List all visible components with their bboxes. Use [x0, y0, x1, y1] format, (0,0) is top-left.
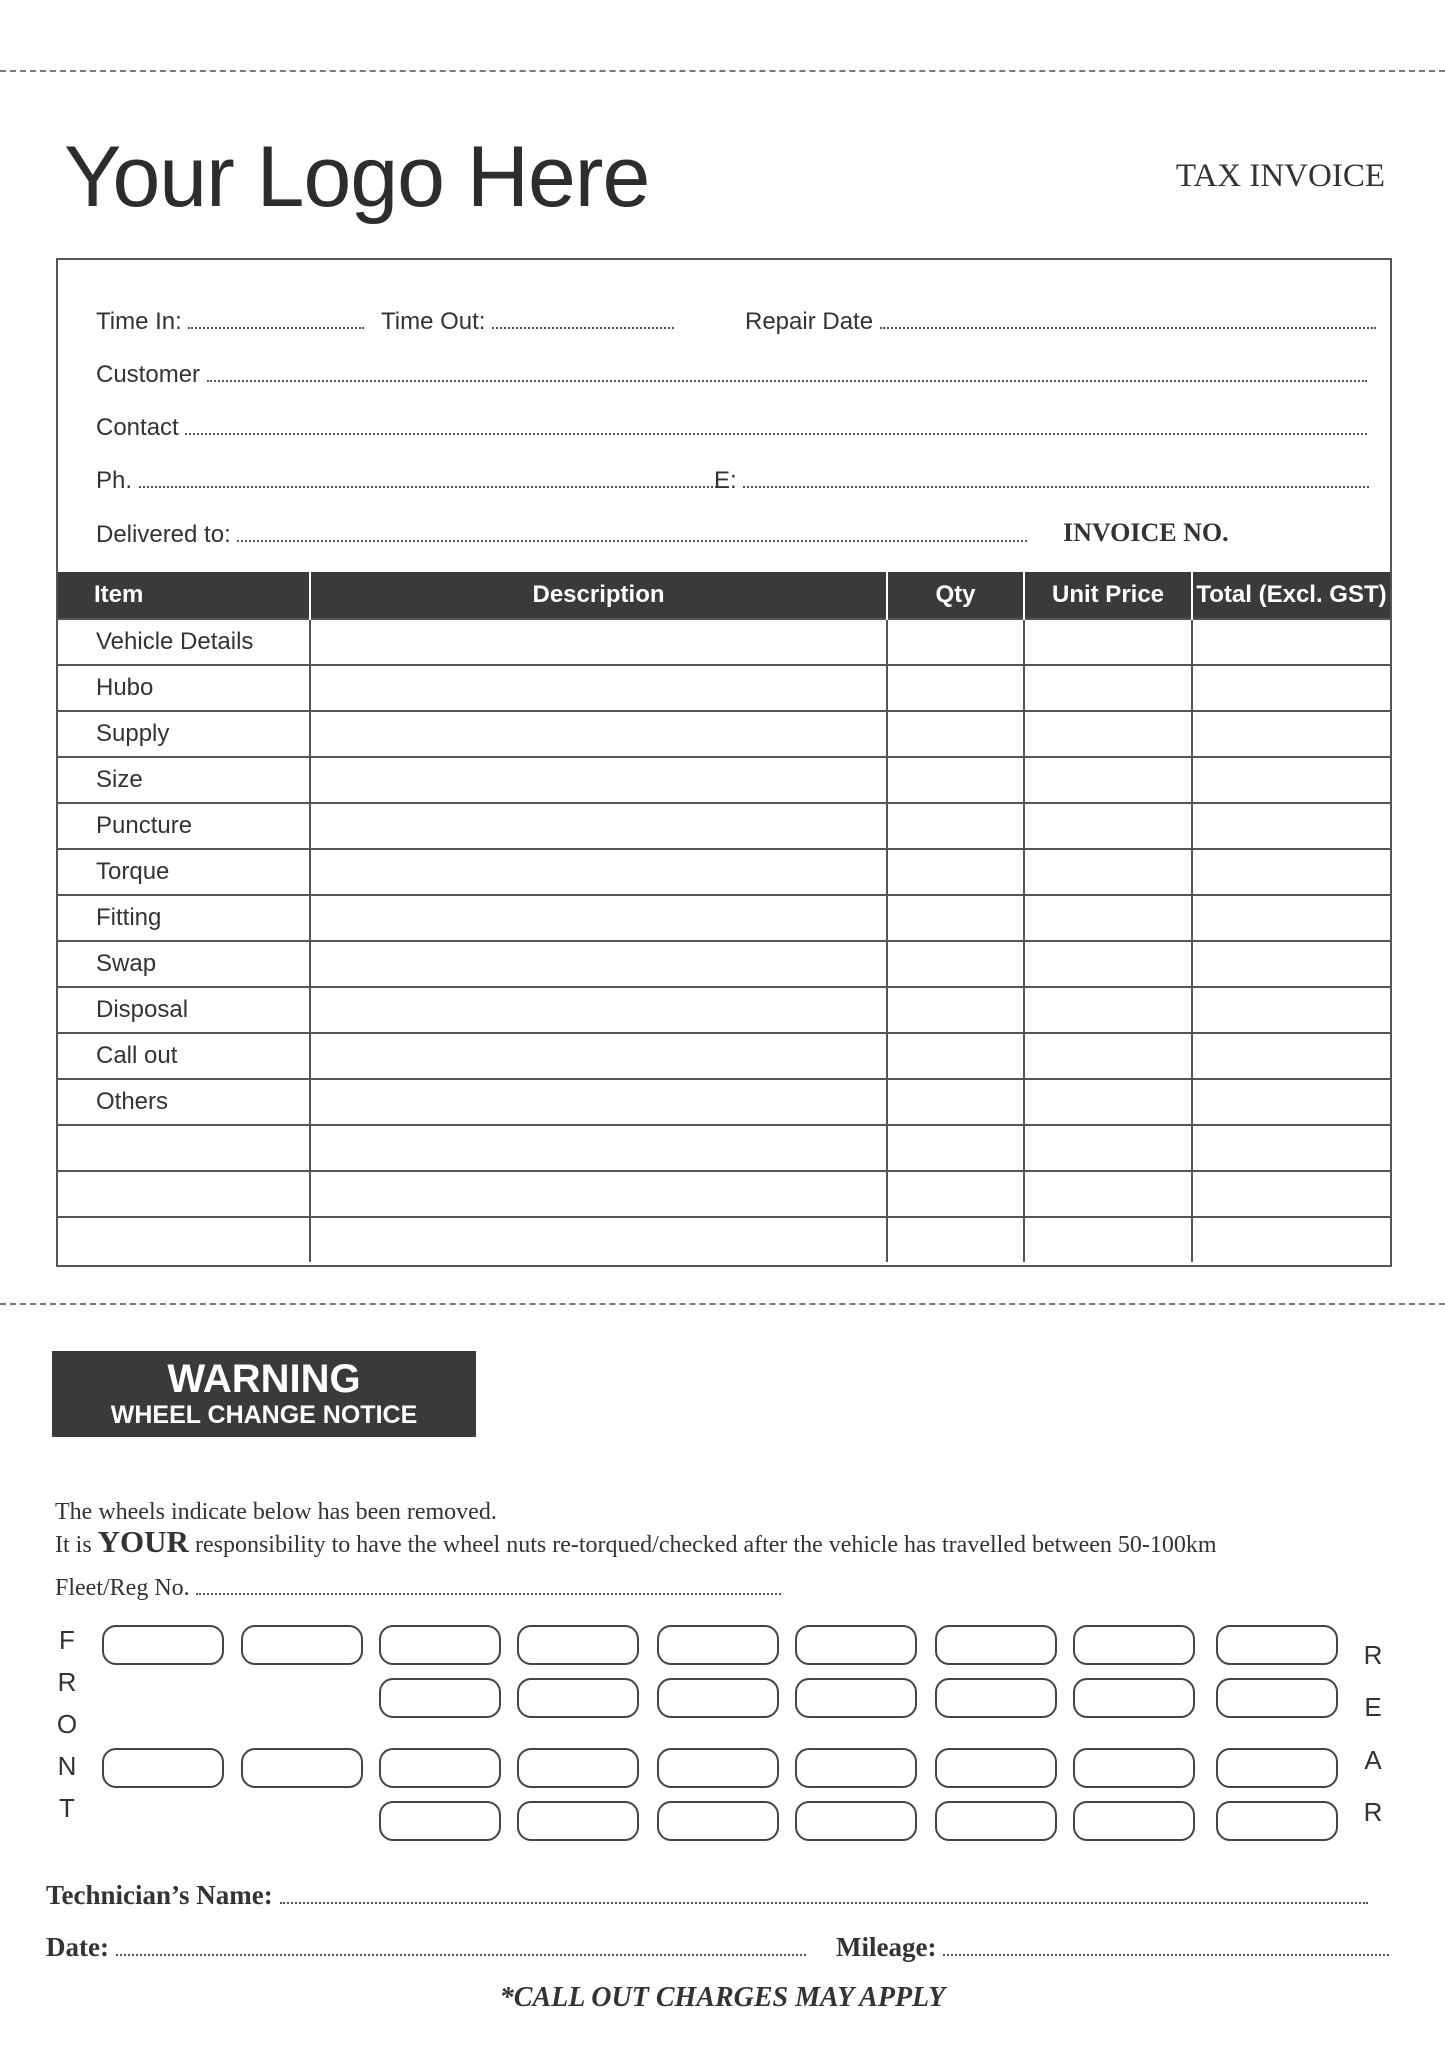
- item-cell[interactable]: [58, 1171, 310, 1217]
- warning-title: WARNING: [167, 1357, 361, 1401]
- qty-cell[interactable]: [887, 1033, 1024, 1079]
- wheel-checkbox[interactable]: [1073, 1625, 1195, 1665]
- front-letter: F: [59, 1625, 75, 1655]
- item-cell: Swap: [58, 941, 310, 987]
- front-letter: R: [57, 1667, 77, 1697]
- unit-price-cell[interactable]: [1024, 895, 1192, 941]
- table-row: [58, 803, 1390, 849]
- unit-price-cell[interactable]: [1024, 1171, 1192, 1217]
- wheel-checkbox[interactable]: [1073, 1678, 1195, 1718]
- column-header-unit-price: Unit Price: [1024, 572, 1192, 619]
- table-row: [58, 1171, 1390, 1217]
- table-row: [58, 619, 1390, 665]
- middle-tear-line: [0, 1303, 1445, 1305]
- warning-banner: [52, 1351, 476, 1437]
- item-cell: Others: [58, 1079, 310, 1125]
- table-row: [58, 665, 1390, 711]
- qty-cell[interactable]: [887, 803, 1024, 849]
- description-cell[interactable]: [310, 665, 887, 711]
- front-letter: O: [56, 1709, 78, 1739]
- item-cell[interactable]: [58, 1217, 310, 1262]
- date-field[interactable]: [46, 1932, 806, 1963]
- item-cell: Supply: [58, 711, 310, 757]
- unit-price-cell[interactable]: [1024, 757, 1192, 803]
- wheel-checkbox[interactable]: [1073, 1801, 1195, 1841]
- table-row: [58, 1079, 1390, 1125]
- total-cell[interactable]: [1192, 711, 1390, 757]
- qty-cell[interactable]: [887, 849, 1024, 895]
- wheel-checkbox[interactable]: [241, 1625, 363, 1665]
- invoice-form: [56, 258, 1392, 1267]
- customer-label: Customer: [96, 361, 201, 388]
- delivered-to-label: Delivered to:: [96, 521, 231, 548]
- wheel-checkbox[interactable]: [657, 1678, 779, 1718]
- time-in-field[interactable]: [96, 308, 364, 336]
- qty-cell[interactable]: [887, 665, 1024, 711]
- unit-price-cell[interactable]: [1024, 619, 1192, 665]
- time-in-label: Time In:: [96, 308, 182, 335]
- item-cell: Hubo: [58, 665, 310, 711]
- notice-emphasis: YOUR: [97, 1524, 189, 1559]
- qty-cell[interactable]: [887, 987, 1024, 1033]
- total-cell[interactable]: [1192, 619, 1390, 665]
- item-cell: Size: [58, 757, 310, 803]
- notice-prefix: It is: [55, 1532, 92, 1558]
- front-letter: T: [59, 1793, 75, 1823]
- unit-price-cell[interactable]: [1024, 1079, 1192, 1125]
- table-row: [58, 1217, 1390, 1262]
- qty-cell[interactable]: [887, 757, 1024, 803]
- description-cell[interactable]: [310, 1033, 887, 1079]
- wheel-checkbox[interactable]: [517, 1625, 639, 1665]
- table-row: [58, 1033, 1390, 1079]
- wheel-checkbox[interactable]: [1216, 1801, 1338, 1841]
- total-cell[interactable]: [1192, 1171, 1390, 1217]
- total-cell[interactable]: [1192, 1033, 1390, 1079]
- wheel-checkbox[interactable]: [1216, 1625, 1338, 1665]
- wheel-checkbox[interactable]: [657, 1748, 779, 1788]
- item-cell[interactable]: [58, 1125, 310, 1171]
- column-header-qty: Qty: [887, 572, 1024, 619]
- description-cell[interactable]: [310, 1079, 887, 1125]
- notice-suffix: responsibility to have the wheel nuts re-torqued/checked after the vehicle has travelled between 50-100km: [194, 1532, 1217, 1558]
- repair-date-field[interactable]: [745, 308, 1376, 336]
- total-cell[interactable]: [1192, 757, 1390, 803]
- delivered-to-field[interactable]: [96, 521, 1027, 549]
- time-out-label: Time Out:: [381, 308, 486, 335]
- total-cell[interactable]: [1192, 895, 1390, 941]
- table-row: [58, 987, 1390, 1033]
- wheel-checkbox[interactable]: [795, 1678, 917, 1718]
- technician-name-label: Technician’s Name:: [46, 1880, 273, 1910]
- wheel-checkbox[interactable]: [517, 1801, 639, 1841]
- total-cell[interactable]: [1192, 987, 1390, 1033]
- wheel-checkbox[interactable]: [935, 1625, 1057, 1665]
- contact-label: Contact: [96, 414, 179, 441]
- description-cell[interactable]: [310, 711, 887, 757]
- logo-placeholder: Your Logo Here: [64, 129, 650, 225]
- line-items-table: [58, 572, 1390, 1262]
- wheel-checkbox[interactable]: [379, 1678, 501, 1718]
- wheel-checkbox[interactable]: [795, 1748, 917, 1788]
- unit-price-cell[interactable]: [1024, 1125, 1192, 1171]
- unit-price-cell[interactable]: [1024, 803, 1192, 849]
- table-row: [58, 895, 1390, 941]
- email-field[interactable]: [714, 467, 1369, 495]
- description-cell[interactable]: [310, 1217, 887, 1262]
- wheel-checkbox[interactable]: [795, 1625, 917, 1665]
- unit-price-cell[interactable]: [1024, 1033, 1192, 1079]
- wheel-checkbox[interactable]: [1216, 1748, 1338, 1788]
- wheel-checkbox[interactable]: [379, 1625, 501, 1665]
- table-header-row: [58, 572, 1390, 619]
- total-cell[interactable]: [1192, 1217, 1390, 1262]
- item-cell: Vehicle Details: [58, 619, 310, 665]
- wheel-checkbox[interactable]: [1216, 1678, 1338, 1718]
- table-row: [58, 1125, 1390, 1171]
- qty-cell[interactable]: [887, 1125, 1024, 1171]
- unit-price-cell[interactable]: [1024, 665, 1192, 711]
- total-cell[interactable]: [1192, 665, 1390, 711]
- repair-date-label: Repair Date: [745, 308, 874, 335]
- column-header-item: Item: [58, 572, 310, 619]
- wheel-checkbox[interactable]: [379, 1801, 501, 1841]
- description-cell[interactable]: [310, 1171, 887, 1217]
- wheel-checkbox[interactable]: [517, 1748, 639, 1788]
- qty-cell[interactable]: [887, 895, 1024, 941]
- unit-price-cell[interactable]: [1024, 849, 1192, 895]
- table-row: [58, 711, 1390, 757]
- description-cell[interactable]: [310, 619, 887, 665]
- technician-name-field[interactable]: [46, 1880, 1368, 1911]
- item-cell: Call out: [58, 1033, 310, 1079]
- qty-cell[interactable]: [887, 711, 1024, 757]
- fleet-reg-field[interactable]: [55, 1575, 781, 1602]
- unit-price-cell[interactable]: [1024, 941, 1192, 987]
- document-title: TAX INVOICE: [1175, 158, 1385, 194]
- total-cell[interactable]: [1192, 941, 1390, 987]
- phone-label: Ph.: [96, 467, 133, 494]
- unit-price-cell[interactable]: [1024, 1217, 1192, 1262]
- rear-letter: E: [1364, 1692, 1382, 1722]
- wheel-checkbox[interactable]: [1073, 1748, 1195, 1788]
- item-cell: Puncture: [58, 803, 310, 849]
- item-cell: Torque: [58, 849, 310, 895]
- item-cell: Disposal: [58, 987, 310, 1033]
- qty-cell[interactable]: [887, 1171, 1024, 1217]
- contact-field[interactable]: [96, 414, 1367, 442]
- wheel-checkbox[interactable]: [379, 1748, 501, 1788]
- wheel-checkbox[interactable]: [657, 1801, 779, 1841]
- top-tear-line: [0, 70, 1445, 72]
- mileage-label: Mileage:: [836, 1932, 937, 1962]
- rear-letter: R: [1363, 1797, 1383, 1827]
- wheel-checkbox[interactable]: [241, 1748, 363, 1788]
- description-cell[interactable]: [310, 1125, 887, 1171]
- rear-letter: R: [1363, 1640, 1383, 1670]
- invoice-number-label: INVOICE NO.: [1063, 518, 1229, 547]
- mileage-field[interactable]: [836, 1932, 1389, 1963]
- unit-price-cell[interactable]: [1024, 711, 1192, 757]
- rear-letter: A: [1364, 1745, 1382, 1775]
- total-cell[interactable]: [1192, 1079, 1390, 1125]
- total-cell[interactable]: [1192, 803, 1390, 849]
- item-cell: Fitting: [58, 895, 310, 941]
- wheel-checkbox[interactable]: [935, 1678, 1057, 1718]
- customer-field[interactable]: [96, 361, 1367, 389]
- time-out-field[interactable]: [381, 308, 674, 336]
- fleet-reg-label: Fleet/Reg No.: [55, 1575, 190, 1601]
- qty-cell[interactable]: [887, 1079, 1024, 1125]
- unit-price-cell[interactable]: [1024, 987, 1192, 1033]
- front-letter: N: [57, 1751, 77, 1781]
- total-cell[interactable]: [1192, 849, 1390, 895]
- phone-field[interactable]: [96, 467, 717, 495]
- description-cell[interactable]: [310, 849, 887, 895]
- wheel-checkbox[interactable]: [517, 1678, 639, 1718]
- table-row: [58, 849, 1390, 895]
- description-cell[interactable]: [310, 803, 887, 849]
- wheel-checkbox[interactable]: [935, 1801, 1057, 1841]
- qty-cell[interactable]: [887, 941, 1024, 987]
- wheel-checkbox[interactable]: [935, 1748, 1057, 1788]
- notice-line-1: The wheels indicate below has been removed.: [55, 1499, 497, 1525]
- description-cell[interactable]: [310, 987, 887, 1033]
- date-label: Date:: [46, 1932, 109, 1962]
- wheel-checkbox[interactable]: [102, 1625, 224, 1665]
- description-cell[interactable]: [310, 757, 887, 803]
- wheel-checkbox[interactable]: [795, 1801, 917, 1841]
- wheel-checkbox[interactable]: [102, 1748, 224, 1788]
- table-row: [58, 757, 1390, 803]
- column-header-description: Description: [310, 572, 887, 619]
- qty-cell[interactable]: [887, 1217, 1024, 1262]
- notice-line-2: [55, 1524, 1217, 1560]
- description-cell[interactable]: [310, 895, 887, 941]
- call-out-charges-note: *CALL OUT CHARGES MAY APPLY: [499, 1982, 946, 2013]
- total-cell[interactable]: [1192, 1125, 1390, 1171]
- description-cell[interactable]: [310, 941, 887, 987]
- qty-cell[interactable]: [887, 619, 1024, 665]
- warning-subtitle: WHEEL CHANGE NOTICE: [110, 1401, 418, 1429]
- wheel-checkbox[interactable]: [657, 1625, 779, 1665]
- email-label: E:: [714, 467, 737, 494]
- column-header-total: Total (Excl. GST): [1192, 572, 1390, 619]
- table-row: [58, 941, 1390, 987]
